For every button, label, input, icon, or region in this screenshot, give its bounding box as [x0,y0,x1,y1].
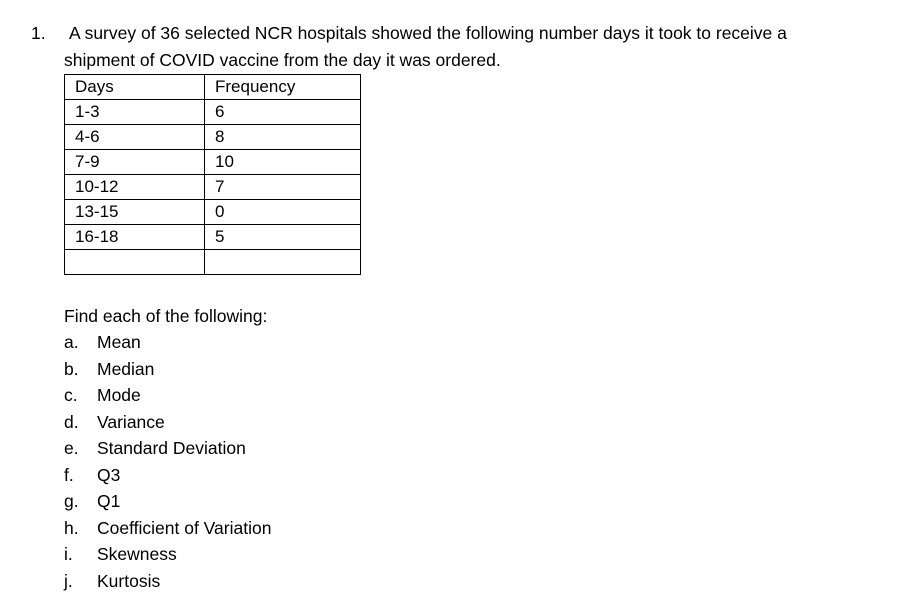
table-row [65,125,361,150]
days-cell: 10-12 [65,175,205,200]
list-item [64,464,271,491]
list-item [64,437,271,464]
days-cell: 4-6 [65,125,205,150]
item-letter: c. [64,385,78,405]
item-letter: b. [64,358,79,379]
frequency-cell: 10 [205,150,361,175]
item-text: Skewness [97,544,177,564]
item-text: Variance [97,411,165,432]
item-letter: d. [64,411,79,432]
item-letter: h. [64,517,79,538]
header-frequency: Frequency [205,75,361,100]
table-header-row [65,75,361,100]
item-letter: f. [64,464,74,485]
item-text: Mode [97,385,141,405]
item-text: Median [97,358,155,379]
list-item [64,570,271,597]
days-cell: 13-15 [65,200,205,225]
frequency-cell: 8 [205,125,361,150]
table-row [65,150,361,175]
question-number: 1. [31,23,46,43]
item-text: Standard Deviation [97,438,246,458]
item-text: Q1 [97,491,121,511]
frequency-cell: 6 [205,100,361,125]
frequency-table [64,74,361,275]
frequency-cell [205,250,361,275]
frequency-cell: 5 [205,225,361,250]
list-item [64,384,271,411]
question-text-line-2: shipment of COVID vaccine from the day it was ordered. [64,50,501,70]
days-cell: 7-9 [65,150,205,175]
frequency-cell: 0 [205,200,361,225]
table-row [65,175,361,200]
find-items-list [64,331,271,596]
days-cell: 1-3 [65,100,205,125]
list-item [64,490,271,517]
table-row-empty [65,250,361,275]
item-letter: a. [64,332,79,352]
question-text-line-1: A survey of 36 selected NCR hospitals showed the following number days it took to receive a [69,23,787,43]
item-letter: g. [64,491,79,511]
days-cell: 16-18 [65,225,205,250]
item-letter: i. [64,544,73,564]
header-days: Days [65,75,205,100]
item-letter: j. [64,570,73,591]
list-item [64,411,271,438]
list-item [64,517,271,544]
table-row [65,200,361,225]
table-row [65,225,361,250]
frequency-cell: 7 [205,175,361,200]
item-text: Coefficient of Variation [97,517,272,538]
days-cell [65,250,205,275]
item-text: Kurtosis [97,570,161,591]
item-text: Q3 [97,464,121,485]
table-row [65,100,361,125]
list-item [64,543,271,570]
list-item [64,358,271,385]
item-text: Mean [97,332,141,352]
find-instructions: Find each of the following: [64,306,268,326]
list-item [64,331,271,358]
item-letter: e. [64,438,79,458]
